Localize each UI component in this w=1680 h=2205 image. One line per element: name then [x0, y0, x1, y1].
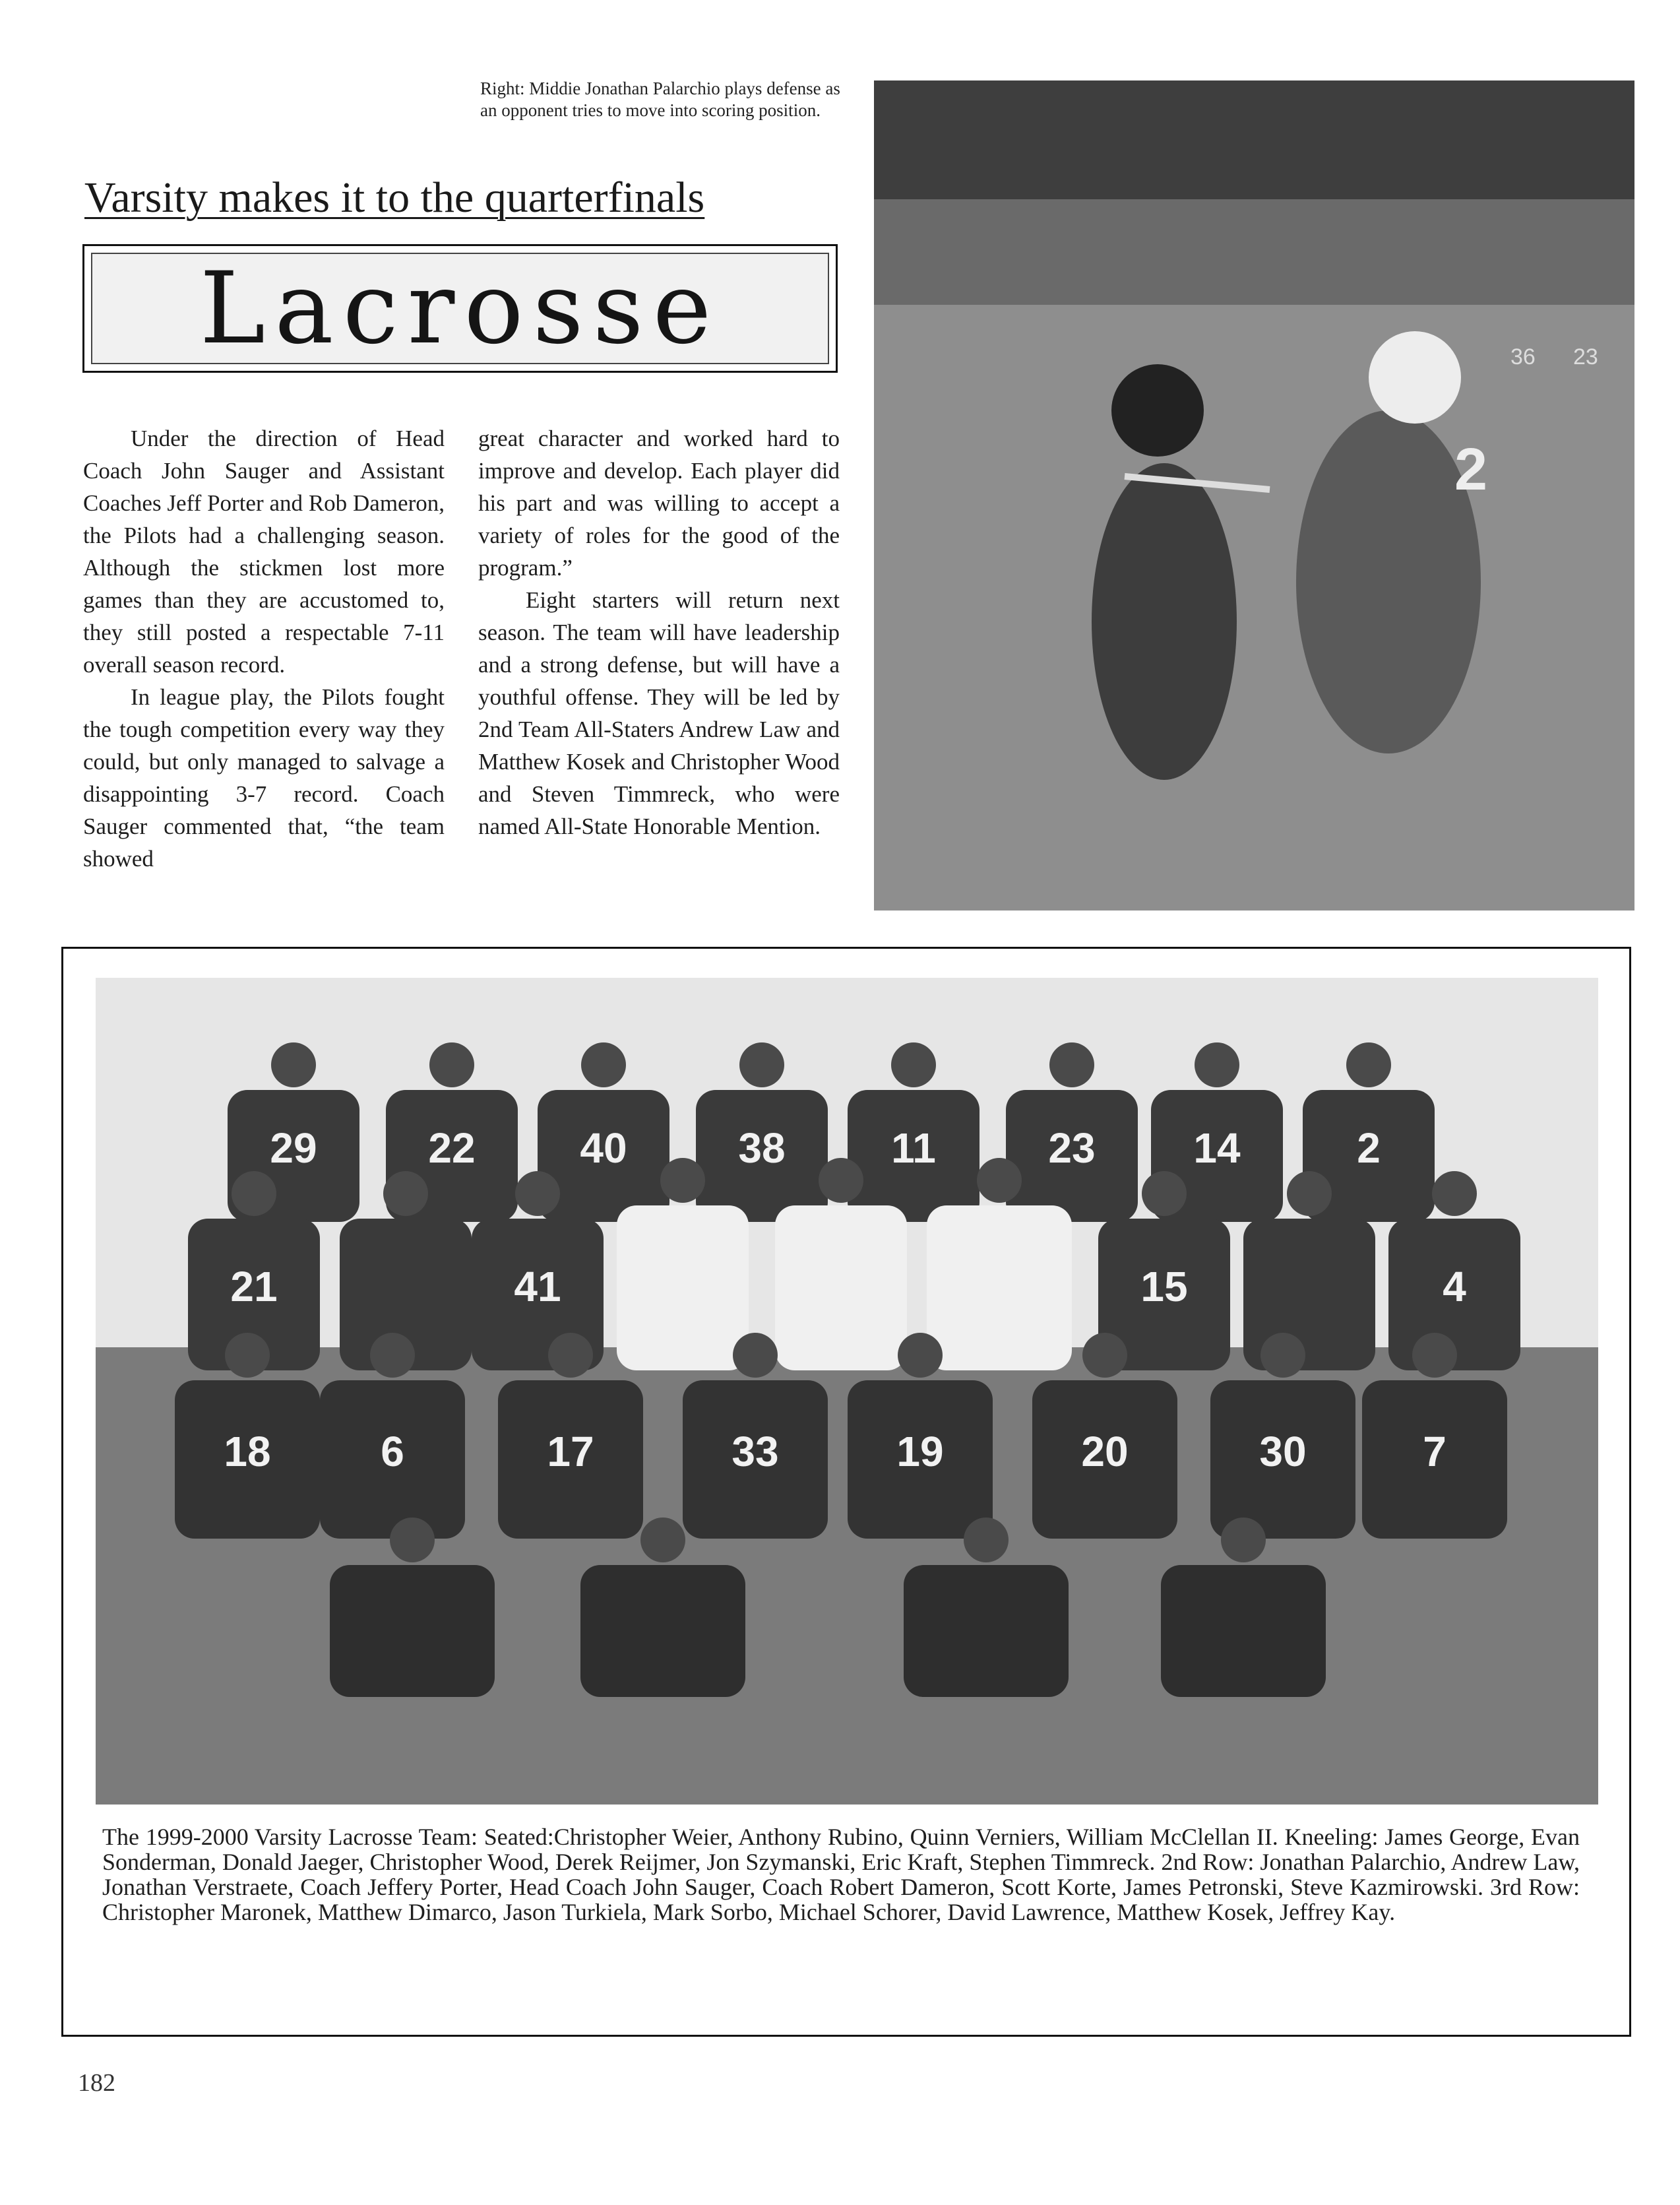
jersey-number: 41 [514, 1263, 561, 1310]
player-head [1432, 1171, 1477, 1216]
player-jersey [330, 1565, 495, 1697]
player-head [515, 1171, 560, 1216]
player-head [1412, 1333, 1457, 1378]
page-number: 182 [78, 2069, 115, 2097]
photo-caption: Right: Middie Jonathan Palarchio plays defense as an opponent tries to move into scoring position. [480, 79, 840, 120]
jersey-number: 15 [1140, 1263, 1188, 1310]
attacking-player [1092, 463, 1237, 780]
player-head [1082, 1333, 1127, 1378]
player-head [977, 1158, 1022, 1203]
body-paragraph-1: Under the direction of Head Coach John Sauger and Assistant Coaches Jeff Porter and Rob Dameron, the Pilots had a challenging season. Although the stickmen lost more games than they are accustomed to, they still posted a respectable 7-11 overall season record. [83, 426, 445, 678]
jersey-number: 40 [580, 1124, 627, 1172]
player-head [548, 1333, 593, 1378]
team-photo [96, 978, 1598, 1805]
player-head [660, 1158, 705, 1203]
action-jersey-number: 2 [1454, 437, 1488, 503]
player-head [390, 1518, 435, 1562]
jersey-number: 23 [1048, 1124, 1096, 1172]
team-photo-image [96, 978, 1598, 1805]
body-paragraph-2-part-a: In league play, the Pilots fought the tough competition every way they could, but only managed to salvage a disappointing 3-7 record. Coach Sauger commented that, “the team showed [83, 684, 445, 872]
sideline-crowd [874, 199, 1634, 305]
player-jersey [580, 1565, 745, 1697]
player-head [1346, 1042, 1391, 1087]
player-head [739, 1042, 784, 1087]
section-title-box [82, 244, 838, 373]
player-jersey [617, 1205, 749, 1370]
player-head [733, 1333, 778, 1378]
field-grass [874, 278, 1634, 911]
jersey-number: 38 [738, 1124, 786, 1172]
player-head [1287, 1171, 1332, 1216]
body-column-left [83, 422, 445, 875]
action-jersey-number: 36 [1510, 344, 1536, 369]
headline: Varsity makes it to the quarterfinals [84, 174, 705, 222]
player-head [383, 1171, 428, 1216]
player-head [370, 1333, 415, 1378]
jersey-number: 19 [896, 1428, 944, 1475]
player-head [1221, 1518, 1266, 1562]
player-head [898, 1333, 943, 1378]
jersey-number: 30 [1259, 1428, 1307, 1475]
player-head [429, 1042, 474, 1087]
player-jersey [927, 1205, 1072, 1370]
player-head [581, 1042, 626, 1087]
player-jersey [775, 1205, 907, 1370]
section-title: Lacrosse [199, 251, 721, 366]
action-photo [874, 80, 1634, 911]
jersey-number: 17 [547, 1428, 594, 1475]
jersey-number: 7 [1423, 1428, 1447, 1475]
jersey-number: 22 [428, 1124, 476, 1172]
jersey-number: 2 [1357, 1124, 1381, 1172]
jersey-number: 33 [731, 1428, 779, 1475]
body-paragraph-2-continued [478, 422, 840, 584]
body-paragraph-3: Eight starters will return next season. The team will have leadership and a strong defense, but will have a youthful offense. They will be led by 2nd Team All-Staters Andrew Law and Matthew Kosek and Christopher Wood and Steven Timmreck, who were named All-State Honorable Mention. [478, 587, 840, 839]
jersey-number: 4 [1443, 1263, 1466, 1310]
jersey-number: 29 [270, 1124, 317, 1172]
action-photo-image [874, 80, 1634, 911]
player-jersey [1161, 1565, 1326, 1697]
player-head [1049, 1042, 1094, 1087]
player-head [1142, 1171, 1187, 1216]
player-head [964, 1518, 1009, 1562]
player-head [225, 1333, 270, 1378]
player-head [891, 1042, 936, 1087]
attacker-helmet [1111, 364, 1204, 457]
player-head [640, 1518, 685, 1562]
jersey-number: 14 [1193, 1124, 1241, 1172]
jersey-number: 21 [230, 1263, 278, 1310]
action-jersey-number: 23 [1573, 344, 1598, 369]
jersey-number: 11 [891, 1124, 936, 1172]
player-head [1260, 1333, 1305, 1378]
team-photo-caption: The 1999-2000 Varsity Lacrosse Team: Seated:Christopher Weier, Anthony Rubino, Quinn Verniers, William McClellan II. Kneeling: James George, Evan Sonderman, Donald Jaeger, Christopher Wood, Derek Reijmer, Jon Szymanski, Eric Kraft, Stephen Timmreck. 2nd Row: Jonathan Palarchio, Andrew Law, Jonathan Verstraete, Coach Jeffery Porter, Head Coach John Sauger, Coach Robert Dameron, Scott Korte, James Petronski, Steve Kazmirowski. 3rd Row: Christopher Maronek, Matthew Dimarco, Jason Turkiela, Mark Sorbo, Michael Schorer, David Lawrence, Matthew Kosek, Jeffrey Kay. [102, 1824, 1580, 1925]
body-paragraph-2 [83, 681, 445, 875]
player-head [232, 1171, 276, 1216]
jersey-number: 20 [1081, 1428, 1129, 1475]
body-column-right [478, 422, 840, 843]
player-head [1195, 1042, 1239, 1087]
player-head [819, 1158, 863, 1203]
defending-player [1296, 410, 1481, 753]
jersey-number: 18 [224, 1428, 271, 1475]
section-title-panel [91, 253, 829, 364]
body-paragraph-2-part-b: great character and worked hard to improve and develop. Each player did his part and was willing to accept a variety of roles for the good of the program.” [478, 426, 840, 581]
player-jersey [904, 1565, 1069, 1697]
defender-helmet [1369, 331, 1461, 424]
jersey-number: 6 [381, 1428, 404, 1475]
player-head [271, 1042, 316, 1087]
